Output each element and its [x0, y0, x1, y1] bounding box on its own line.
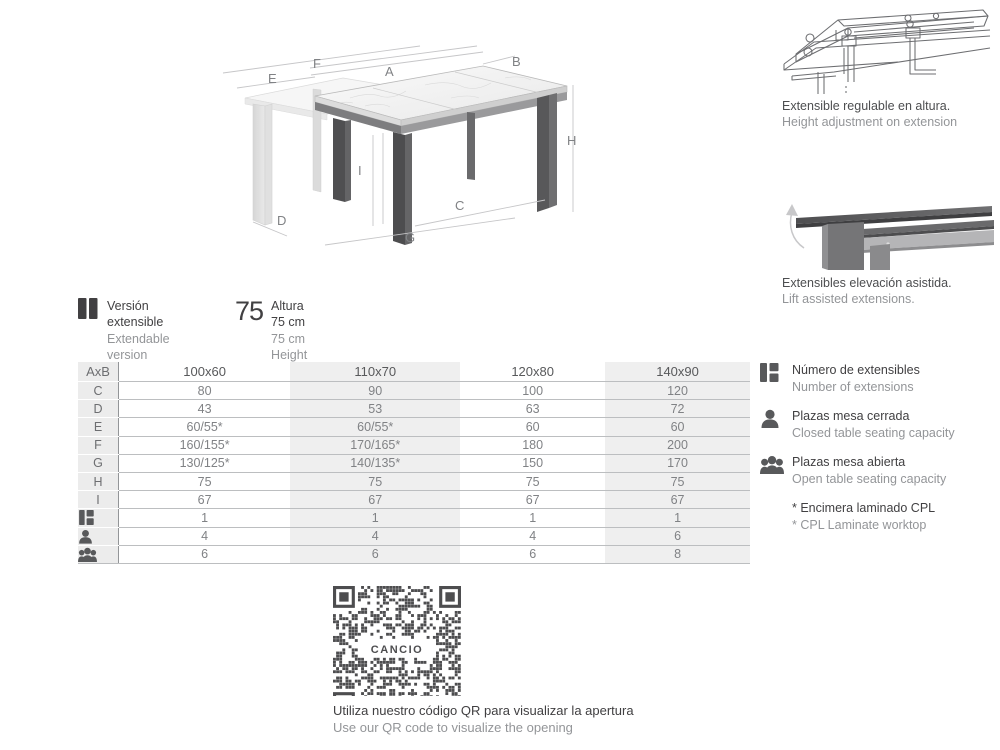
table-cell: 8	[605, 545, 750, 563]
table-cell: 140/135*	[290, 454, 460, 472]
extensions-icon	[760, 362, 786, 382]
legend-item-extensions-text	[792, 362, 920, 395]
table-cell: 90	[290, 382, 460, 400]
table-row-label: E	[78, 418, 119, 436]
table-cell: 160/155*	[119, 436, 291, 454]
table-cell: 75	[290, 472, 460, 490]
legend-version-en: Extendable version	[107, 331, 170, 362]
table-cell: 63	[460, 400, 605, 418]
height-value: 75	[235, 296, 264, 326]
table-cell: 100	[460, 382, 605, 400]
table-row-label: C	[78, 382, 119, 400]
table-cell: 1	[290, 509, 460, 527]
table-row-label: G	[78, 454, 119, 472]
table-row	[78, 418, 750, 436]
table-cell: 60/55*	[290, 418, 460, 436]
table-cell: 200	[605, 436, 750, 454]
footnote-en: * CPL Laminate worktop	[792, 517, 927, 532]
table-cell: 80	[119, 382, 291, 400]
callout-0-es: Extensible regulable en altura.	[782, 99, 951, 113]
table-col-header-2: 120x80	[460, 362, 605, 382]
legend-item-open-seats-text	[792, 454, 946, 487]
table-row	[78, 454, 750, 472]
table-header-row	[78, 362, 750, 382]
dim-label-E: E	[268, 71, 277, 86]
table-cell: 6	[605, 527, 750, 545]
dimensions-spec-table	[78, 362, 750, 564]
dim-label-D: D	[277, 213, 287, 228]
extendable-table-perspective-drawing	[215, 40, 580, 255]
worktop-footnote	[792, 500, 995, 533]
legend-item-extensions	[760, 362, 995, 395]
table-cell: 4	[290, 527, 460, 545]
dim-label-B: B	[512, 54, 521, 69]
right-legend-2-es: Plazas mesa abierta	[792, 455, 906, 469]
legend-item-closed-seats	[760, 408, 995, 441]
table-row	[78, 491, 750, 509]
table-cell: 60	[460, 418, 605, 436]
table-cell: 150	[460, 454, 605, 472]
table-cell: 6	[119, 545, 291, 563]
table-col-header-3: 140x90	[605, 362, 750, 382]
closed-seats-icon	[78, 527, 119, 545]
table-cell: 6	[290, 545, 460, 563]
legend-height-en: 75 cm Height	[271, 331, 308, 362]
table-row-label: F	[78, 436, 119, 454]
table-cell: 75	[119, 472, 291, 490]
table-row	[78, 509, 750, 527]
closed-seats-icon	[760, 408, 786, 428]
legend-height-es: Altura 75 cm	[271, 299, 306, 330]
table-cell: 180	[460, 436, 605, 454]
legend-item-open-seats	[760, 454, 995, 487]
table-col-header-1: 110x70	[290, 362, 460, 382]
table-row	[78, 472, 750, 490]
table-cell: 120	[605, 382, 750, 400]
table-row-label: D	[78, 400, 119, 418]
qr-caption-es: Utiliza nuestro código QR para visualizar la apertura	[333, 703, 634, 718]
callout-1-en: Lift assisted extensions.	[782, 292, 915, 306]
table-cell: 67	[290, 491, 460, 509]
footnote-es: * Encimera laminado CPL	[792, 501, 936, 515]
callout-lift-assist-text	[782, 275, 1000, 307]
table-corner-label: AxB	[78, 362, 119, 382]
dim-label-I: I	[358, 163, 362, 178]
table-cell: 6	[460, 545, 605, 563]
extendable-version-icon	[78, 298, 100, 319]
legend-version-es: Versión extensible	[107, 299, 164, 330]
table-row	[78, 545, 750, 563]
table-cell: 170/165*	[290, 436, 460, 454]
qr-code[interactable]	[333, 586, 461, 696]
right-legend-0-en: Number of extensions	[792, 379, 914, 394]
right-legend-0-es: Número de extensibles	[792, 363, 920, 377]
table-cell: 53	[290, 400, 460, 418]
qr-caption	[333, 703, 753, 737]
table-cell: 1	[605, 509, 750, 527]
legend-height-text	[271, 296, 307, 363]
dim-label-H: H	[567, 133, 577, 148]
right-legend-2-en: Open table seating capacity	[792, 471, 947, 486]
table-col-header-0: 100x60	[119, 362, 291, 382]
legend-extendable-version-text	[107, 298, 170, 363]
dim-label-A: A	[385, 64, 394, 79]
table-row	[78, 400, 750, 418]
table-row-label: I	[78, 491, 119, 509]
callout-0-en: Height adjustment on extension	[782, 115, 958, 129]
table-cell: 67	[460, 491, 605, 509]
table-cell: 130/125*	[119, 454, 291, 472]
extension-height-mechanism-illustration	[778, 2, 996, 94]
table-cell: 43	[119, 400, 291, 418]
dim-label-G: G	[405, 230, 416, 245]
table-cell: 170	[605, 454, 750, 472]
table-cell: 1	[460, 509, 605, 527]
right-legend-1-es: Plazas mesa cerrada	[792, 409, 910, 423]
legend-extendable-version	[78, 298, 170, 363]
qr-code-canvas[interactable]	[333, 586, 461, 696]
table-row	[78, 527, 750, 545]
table-cell: 1	[119, 509, 291, 527]
open-seats-icon	[78, 545, 119, 563]
table-cell: 75	[460, 472, 605, 490]
legend-height	[235, 296, 307, 363]
table-row-label: H	[78, 472, 119, 490]
table-cell: 67	[605, 491, 750, 509]
qr-caption-en: Use our QR code to visualize the opening	[333, 719, 573, 735]
right-legend-list	[760, 362, 995, 533]
table-cell: 60	[605, 418, 750, 436]
table-cell: 60/55*	[119, 418, 291, 436]
open-seats-icon	[760, 454, 786, 474]
extensions-icon	[78, 509, 119, 527]
callout-height-adjustment-text	[782, 98, 1000, 130]
dim-label-C: C	[455, 198, 465, 213]
dim-label-F: F	[313, 56, 321, 71]
lift-assist-extension-illustration	[778, 196, 996, 270]
legend-item-closed-seats-text	[792, 408, 955, 441]
table-cell: 4	[119, 527, 291, 545]
table-row	[78, 382, 750, 400]
table-row	[78, 436, 750, 454]
right-legend-1-en: Closed table seating capacity	[792, 425, 955, 440]
table-cell: 72	[605, 400, 750, 418]
callout-1-es: Extensibles elevación asistida.	[782, 276, 952, 290]
table-cell: 4	[460, 527, 605, 545]
table-cell: 67	[119, 491, 291, 509]
table-cell: 75	[605, 472, 750, 490]
